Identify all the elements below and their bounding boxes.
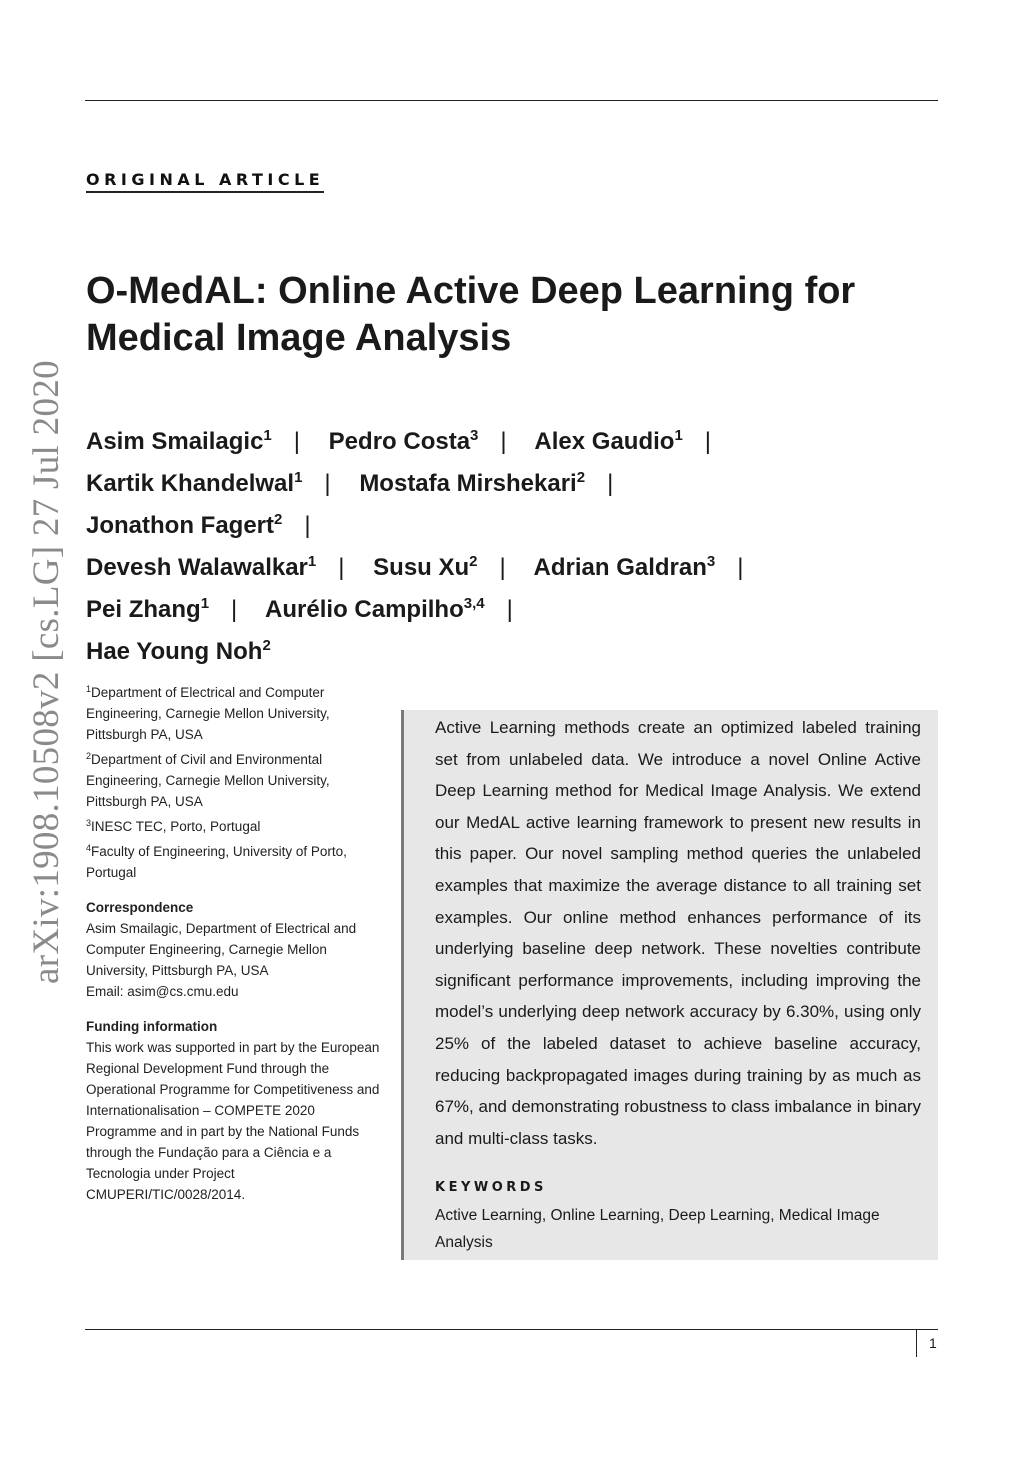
front-matter-sidebar bbox=[86, 682, 386, 1205]
page-number-divider bbox=[916, 1329, 917, 1357]
author-separator: | bbox=[506, 596, 513, 623]
author-separator: | bbox=[324, 470, 331, 497]
author: Asim Smailagic$^1$ bbox=[86, 427, 272, 455]
author-separator: | bbox=[338, 554, 345, 581]
article-type-label: ORIGINAL ARTICLE bbox=[86, 170, 324, 193]
author-separator: | bbox=[607, 470, 614, 497]
author-list bbox=[86, 421, 806, 673]
funding-label: Funding information bbox=[86, 1019, 218, 1034]
author-separator: | bbox=[231, 596, 238, 623]
author-separator: | bbox=[737, 554, 744, 581]
affiliation: $^3$INESC TEC, Porto, Portugal bbox=[86, 818, 261, 834]
affiliation: $^2$Department of Civil and Environmental Engineering, Carnegie Mellon University, Pittsburgh PA, USA bbox=[86, 751, 330, 809]
author: Alex Gaudio$^1$ bbox=[534, 427, 683, 455]
author-separator: | bbox=[704, 428, 712, 455]
author: Pedro Costa$^3$ bbox=[328, 427, 479, 455]
bottom-rule bbox=[85, 1329, 938, 1330]
author-separator: | bbox=[500, 428, 507, 455]
correspondence-text: Asim Smailagic, Department of Electrical and Computer Engineering, Carnegie Mellon University, Pittsburgh PA, USA bbox=[86, 921, 357, 978]
abstract-text: Active Learning methods create an optimized labeled training set from unlabeled data. We introduce a novel Online Active Deep Learning method for Medical Image Analysis. We extend our MedAL active learning framework to present new results in this paper. Our novel sampling method queries the unlabeled examples that maximize the average distance to all training set examples. Our online method enhances performance of its underlying baseline deep network. These novelties contribute significant performance improvements, including improving the model’s underlying deep network accuracy by 6.30%, using only 25% of the labeled dataset to achieve baseline accuracy, reducing backpropagated images during training by as much as 67%, and demonstrating robustness to class imbalance in binary and multi-class tasks. bbox=[435, 718, 921, 1148]
keywords-label: KEYWORDS bbox=[435, 1180, 547, 1195]
affiliation: $^1$Department of Electrical and Computer Engineering, Carnegie Mellon University, Pittsburgh PA, USA bbox=[86, 684, 330, 742]
author: Pei Zhang$^1$ bbox=[86, 595, 210, 623]
top-rule bbox=[85, 100, 938, 101]
author-separator: | bbox=[293, 428, 300, 455]
funding-text: This work was supported in part by the European Regional Development Fund through the Operational Programme for Competitiveness and Internationalisation – COMPETE 2020 Programme and in part by the National Funds through the Fundação para a Ciência e a Tecnologia under Project CMUPERI/TIC/0028/2014. bbox=[86, 1040, 380, 1202]
correspondence-label: Correspondence bbox=[86, 900, 194, 915]
affiliation: $^4$Faculty of Engineering, University of Porto, Portugal bbox=[86, 843, 347, 880]
author-separator: | bbox=[304, 512, 311, 539]
author: Adrian Galdran$^3$ bbox=[533, 553, 716, 581]
author: Mostafa Mirshekari$^2$ bbox=[359, 469, 586, 497]
author: Aurélio Campilho$^{3,4}$ bbox=[265, 595, 485, 623]
author: Susu Xu$^2$ bbox=[373, 553, 478, 581]
author: Hae Young Noh$^2$ bbox=[86, 637, 271, 665]
paper-title: O-MedAL: Online Active Deep Learning for Medical Image Analysis bbox=[86, 270, 856, 359]
author: Jonathon Fagert$^2$ bbox=[86, 511, 283, 539]
author-separator: | bbox=[499, 554, 506, 581]
page-number: 1 bbox=[929, 1335, 937, 1351]
author: Devesh Walawalkar$^1$ bbox=[86, 553, 317, 581]
author: Kartik Khandelwal$^1$ bbox=[86, 469, 303, 497]
correspondence-email: Email: asim@cs.cmu.edu bbox=[86, 984, 239, 999]
keywords-text: Active Learning, Online Learning, Deep Learning, Medical Image Analysis bbox=[435, 1207, 880, 1251]
arxiv-stamp: arXiv:1908.10508v2 [cs.LG] 27 Jul 2020 bbox=[26, 360, 67, 984]
